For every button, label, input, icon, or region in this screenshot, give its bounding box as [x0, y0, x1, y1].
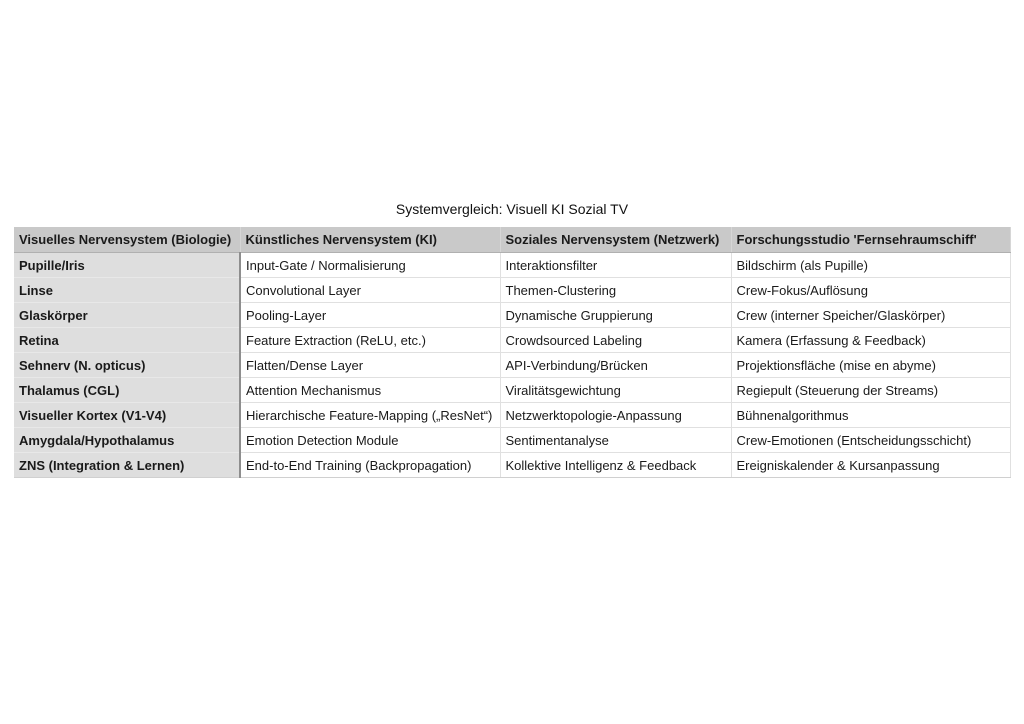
table-cell: Viralitätsgewichtung: [500, 378, 731, 403]
row-header: Linse: [14, 278, 240, 303]
table-row: [14, 278, 1010, 303]
row-header: Retina: [14, 328, 240, 353]
column-header-social: Soziales Nervensystem (Netzwerk): [500, 227, 731, 253]
row-header: ZNS (Integration & Lernen): [14, 453, 240, 478]
table-cell: Sentimentanalyse: [500, 428, 731, 453]
table-row: [14, 403, 1010, 428]
header-row: [14, 227, 1010, 253]
table-cell: Netzwerktopologie-Anpassung: [500, 403, 731, 428]
table-cell: Feature Extraction (ReLU, etc.): [240, 328, 500, 353]
table-cell: API-Verbindung/Brücken: [500, 353, 731, 378]
table-cell: Interaktionsfilter: [500, 253, 731, 278]
table-cell: Hierarchische Feature-Mapping („ResNet“): [240, 403, 500, 428]
table-cell: Bühnenalgorithmus: [731, 403, 1010, 428]
table-cell: Convolutional Layer: [240, 278, 500, 303]
table-row: [14, 328, 1010, 353]
table-cell: Ereigniskalender & Kursanpassung: [731, 453, 1010, 478]
table-cell: End-to-End Training (Backpropagation): [240, 453, 500, 478]
table-cell: Kamera (Erfassung & Feedback): [731, 328, 1010, 353]
table-cell: Crew-Fokus/Auflösung: [731, 278, 1010, 303]
table-title: Systemvergleich: Visuell KI Sozial TV: [395, 201, 629, 217]
table-row: [14, 253, 1010, 278]
table-cell: Flatten/Dense Layer: [240, 353, 500, 378]
row-header: Glaskörper: [14, 303, 240, 328]
row-header: Sehnerv (N. opticus): [14, 353, 240, 378]
row-header: Amygdala/Hypothalamus: [14, 428, 240, 453]
row-header: Visueller Kortex (V1-V4): [14, 403, 240, 428]
table-cell: Kollektive Intelligenz & Feedback: [500, 453, 731, 478]
column-header-studio: Forschungsstudio 'Fernsehraumschiff': [731, 227, 1010, 253]
comparison-table: [14, 227, 1011, 478]
table-row: [14, 453, 1010, 478]
table-cell: Bildschirm (als Pupille): [731, 253, 1010, 278]
column-header-biology: Visuelles Nervensystem (Biologie): [14, 227, 240, 253]
table-cell: Crew (interner Speicher/Glaskörper): [731, 303, 1010, 328]
column-header-ai: Künstliches Nervensystem (KI): [240, 227, 500, 253]
table-cell: Input-Gate / Normalisierung: [240, 253, 500, 278]
table-cell: Dynamische Gruppierung: [500, 303, 731, 328]
table-cell: Crowdsourced Labeling: [500, 328, 731, 353]
row-header: Pupille/Iris: [14, 253, 240, 278]
table-cell: Crew-Emotionen (Entscheidungsschicht): [731, 428, 1010, 453]
table-cell: Projektionsfläche (mise en abyme): [731, 353, 1010, 378]
table-row: [14, 428, 1010, 453]
table-cell: Pooling-Layer: [240, 303, 500, 328]
row-header: Thalamus (CGL): [14, 378, 240, 403]
table-row: [14, 303, 1010, 328]
table-row: [14, 353, 1010, 378]
table-cell: Regiepult (Steuerung der Streams): [731, 378, 1010, 403]
table-row: [14, 378, 1010, 403]
table-cell: Themen-Clustering: [500, 278, 731, 303]
table-cell: Attention Mechanismus: [240, 378, 500, 403]
table-cell: Emotion Detection Module: [240, 428, 500, 453]
